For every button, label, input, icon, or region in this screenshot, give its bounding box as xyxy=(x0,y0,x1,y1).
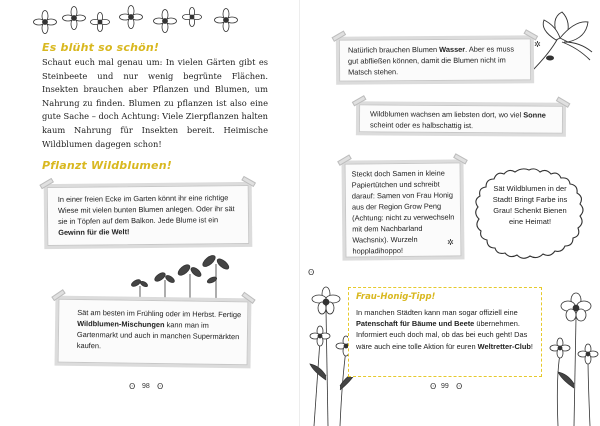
bee-icon: ʘ xyxy=(157,382,164,391)
note-text-water: Natürlich brauchen Blumen Wasser. Aber es muss gut abfließen können, damit die Blumen nicht im Matsch stehen. xyxy=(347,44,515,77)
sprouts-icon xyxy=(120,252,240,302)
bee-icon: ✲ xyxy=(534,40,541,49)
bee-icon: ʘ xyxy=(456,382,463,391)
note-text-sowing: Sät am besten im Frühling oder im Herbst. Fertige Wildblumen-Mischungen kann man im Gartenmarkt und auch in manchen Supermärkten kaufen. xyxy=(76,307,242,351)
bee-icon: ʘ xyxy=(308,268,315,277)
note-card-sowing xyxy=(55,296,252,369)
bee-icon: ʘ xyxy=(129,382,136,391)
section-heading-wildblumen: Pflanzt Wildblumen! xyxy=(42,159,172,172)
section-heading-bluehen: Es blüht so schön! xyxy=(42,41,160,54)
bee-icon: ʘ xyxy=(430,382,437,391)
note-card-garden xyxy=(44,182,253,249)
tip-box xyxy=(348,287,542,377)
note-text-sun: Wildblumen wachsen am liebsten dort, wo viel Sonne scheint oder es halbschattig ist. xyxy=(369,109,546,131)
intro-paragraph: Schaut euch mal genau um: In vielen Gärten gibt es Steinbeete und nur wenig begrünte Flächen. Insekten brauchen aber Pflanzen und Blumen, um Nahrung zu finden. Blumen zu pflanzen ist also eine gute Sache – doch Achtung: Viele Zierpflanzen halten kaum Nahrung für Insekten bereit. Heimische Wildblumen dagegen schon! xyxy=(42,57,269,149)
bee-icon: ✲ xyxy=(447,238,454,247)
page-number-right: 99 xyxy=(441,383,449,390)
note-card-water xyxy=(336,35,534,84)
tip-title: Frau-Honig-Tipp! xyxy=(356,292,436,302)
badge-text: Sät Wildblumen in der Stadt! Bringt Farbe ins Grau! Schenkt Bienen eine Heimat! xyxy=(492,184,568,226)
note-text-seeds: Steckt doch Samen in kleine Papiertütchen und schreibt darauf: Samen von Frau Honig aus der Region Grow Peng (Achtung: nicht zu verwechseln mit dem Nachbarland Wachsnix). Wurzeln hoppladihoppo! xyxy=(351,168,455,256)
page-number-left: 98 xyxy=(142,383,150,390)
tip-text: In manchen Städten kann man sogar offiziell eine Patenschaft für Bäume und Beete übernehmen. Informiert euch doch mal, ob das bei euch geht! Das wäre auch eine tolle Aktion für euren Weltretter-Club! xyxy=(356,308,533,351)
right-page xyxy=(300,0,600,426)
wildflowers-right-icon xyxy=(544,288,600,426)
note-card-sun xyxy=(356,101,566,136)
note-text-garden: In einer freien Ecke im Garten könnt ihr eine richtige Wiese mit vielen bunten Blumen anlegen. Oder ihr sät sie in Töpfen auf dem Balkon. Jede Blume ist ein Gewinn für die Welt! xyxy=(57,193,235,237)
